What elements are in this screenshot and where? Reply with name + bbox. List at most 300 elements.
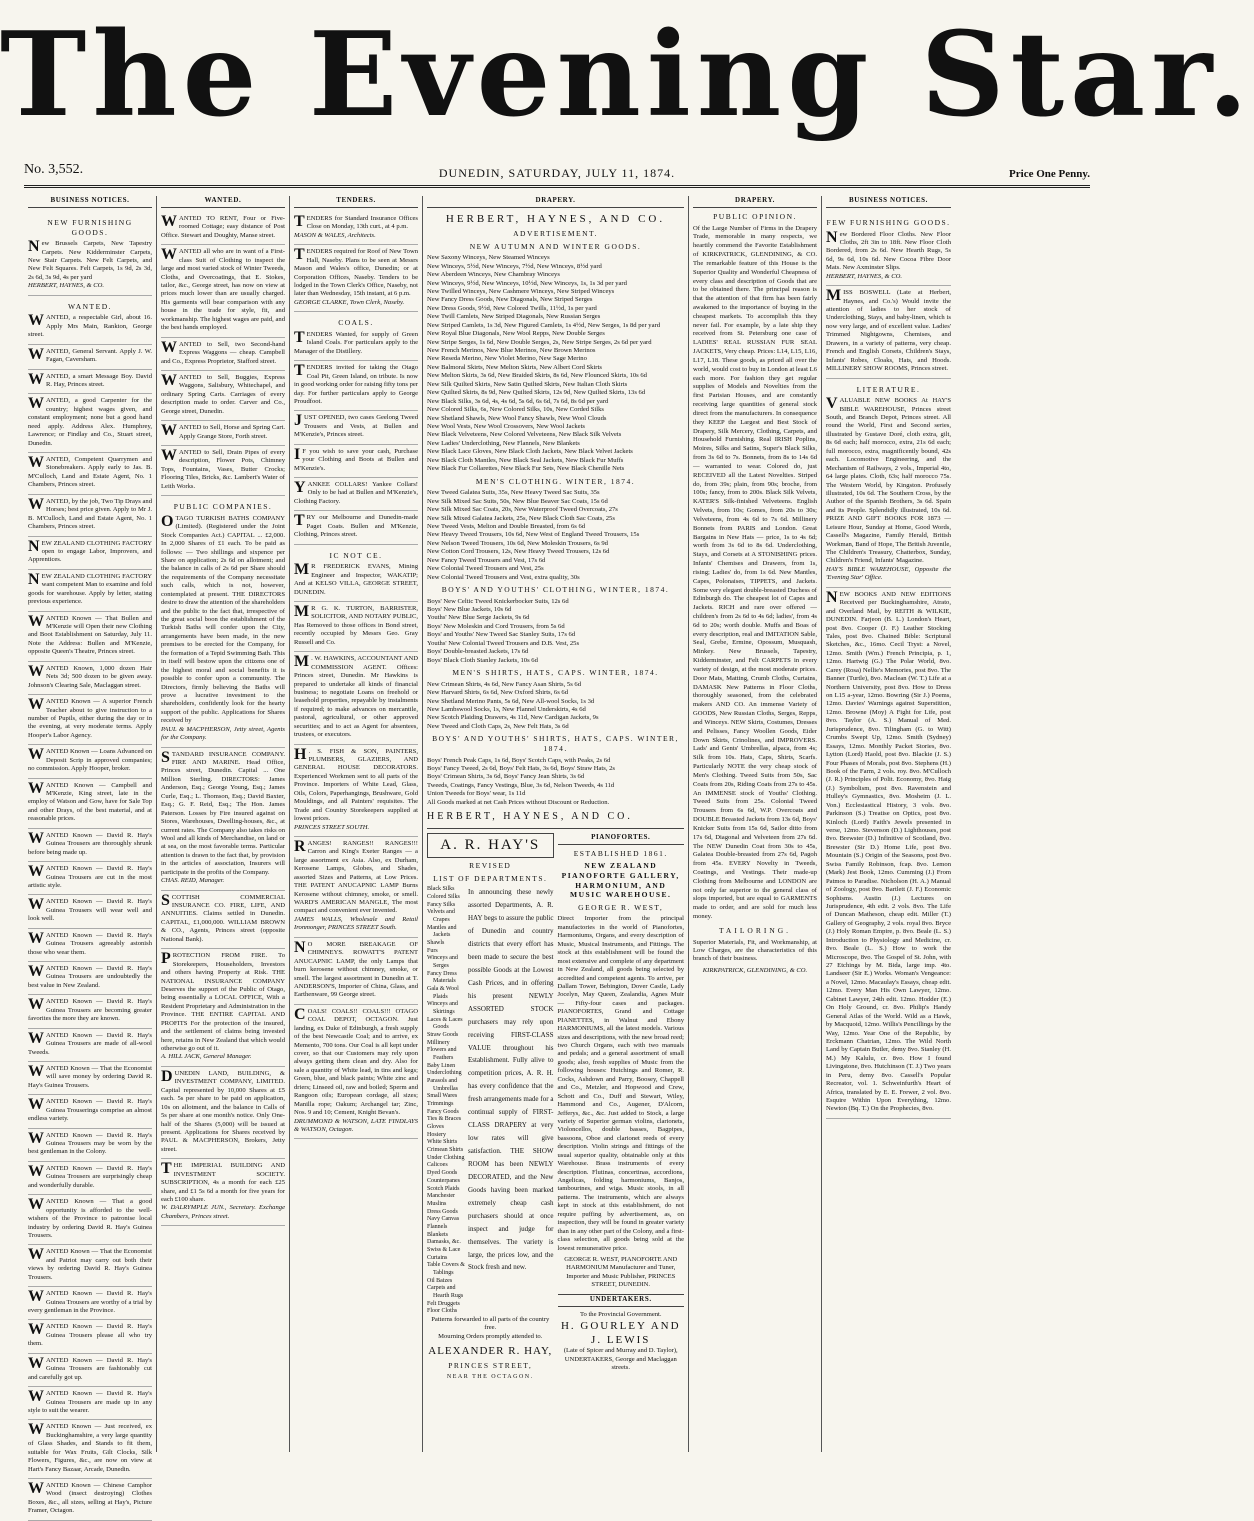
dept-item: Laces & Laces Goods bbox=[427, 1016, 463, 1031]
advertisement bbox=[161, 446, 285, 496]
goods-item: New Black Lace Gloves, New Black Cloth Jackets, New Black Velvet Jackets bbox=[427, 448, 633, 456]
drop-initial: T bbox=[161, 1160, 172, 1178]
ad-title: FEW FURNISHING GOODS. bbox=[826, 217, 951, 227]
goods-item: New Black Silks, 3s 6d, 4s, 4s 6d, 5s 6d, 6s 6d, 7s 6d, 8s 6d per yard bbox=[427, 397, 609, 405]
hats-item: Boys' French Peak Caps, 1s 6d, Boys' Scotch Caps, with Peaks, 2s 6d bbox=[427, 756, 611, 764]
goods-item: New Silk Quilted Skirts, New Satin Quilted Skirts, New Italian Cloth Skirts bbox=[427, 380, 628, 388]
drapery-footer: HERBERT, HAYNES, AND CO. bbox=[427, 811, 684, 829]
drop-initial: W bbox=[28, 1062, 44, 1080]
boys-head: BOYS' AND YOUTHS' CLOTHING, WINTER, 1874. bbox=[441, 585, 670, 594]
shirts-item: New Lambswool Socks, 1s, New Flannel Underskirts, 4s 6d bbox=[427, 706, 586, 713]
ad-signature: DRUMMOND & WATSON, LATE FINDLAYS & WATSON, Octagon. bbox=[294, 1117, 418, 1133]
piano-est: ESTABLISHED 1861. bbox=[573, 848, 668, 858]
advertisement bbox=[161, 338, 285, 371]
drop-initial: W bbox=[28, 829, 44, 847]
goods-item: New French Merinos, New Blue Merinos, New Brown Merinos bbox=[427, 347, 596, 355]
dept-item: Fancy Dress Materials bbox=[427, 970, 457, 985]
advertisement bbox=[161, 949, 285, 1067]
advertisement bbox=[294, 745, 418, 837]
ad-body: PROTECTION FROM FIRE. To Storekeepers, Householders, Investors and others having Property at Risk. THE NATIONAL INSURANCE COMPANY Deserves the support of the Public of Otago, being essentially a LOCAL OFFICE, With a Resident Proprietary and Administration in the Province. THE ENTIRE CAPITAL AND PROFITS For the protection of the insured, and the settlement of claims being invested here, retains in New Zealand that which would otherwise go out of it. bbox=[161, 950, 285, 1053]
drop-initial: T bbox=[294, 328, 305, 346]
dept-item: White Shirts bbox=[427, 1139, 458, 1146]
ad-body: WANTED Known — David R. Hay's Guinea Trousers are surprisingly cheap and wonderfully durable. bbox=[28, 1162, 152, 1189]
ad-title: COALS. bbox=[338, 318, 374, 328]
dept-item: Oil Baizes bbox=[427, 1277, 453, 1284]
boys-item: Boys' New Celtic Tweed Knickerbocker Suits, 12s 6d bbox=[427, 597, 569, 605]
drop-initial: W bbox=[161, 246, 177, 264]
goods-item: New Saxony Winceys, New Steamed Winceys bbox=[427, 254, 550, 262]
dateline bbox=[24, 162, 1090, 188]
mens-item: New Fancy Tweed Trousers and Vest, 17s 6d bbox=[427, 556, 546, 564]
shirts-item: New Tweed and Cloth Caps, 2s, New Felt Hats, 3s 6d bbox=[427, 722, 569, 730]
ad-body: WANTED Known — That a good opportunity is afforded to the well-wishers of the Province to patronise local industry by ordering David R. Hay's Guinea Trousers. bbox=[28, 1196, 152, 1239]
drop-initial: Y bbox=[294, 479, 306, 497]
column-wanted bbox=[157, 196, 290, 1452]
ad-body: WANTED Known — David R. Hay's Guinea Trousers are cut in the most artistic style. bbox=[28, 863, 152, 889]
ad-signature: HERBERT, HAYNES, & CO. bbox=[28, 282, 105, 290]
goods-item: New Dress Goods, 9½d, New Colored Twills, 11½d, 1s per yard bbox=[427, 304, 597, 312]
under-to: To the Provincial Government. bbox=[579, 1310, 662, 1318]
drop-initial: W bbox=[28, 345, 44, 363]
goods-list bbox=[427, 254, 684, 473]
ad-signature: HAY'S BIBLE WAREHOUSE, Opposite the 'Evening Star' Office. bbox=[826, 565, 951, 582]
ad-body: WANTED to Sell, Buggies, Express Waggons, Salisbury, Whitechapel, and ordinary Spring Carts. Carriages of every description made to order. Carver and Co., George street, Dunedin. bbox=[161, 371, 285, 415]
drop-initial: W bbox=[28, 495, 44, 513]
dept-item: Parasols and Umbrellas bbox=[427, 1078, 458, 1092]
drop-initial: W bbox=[161, 447, 177, 465]
column-drapery bbox=[423, 196, 689, 1452]
goods-item: New Royal Blue Diagonals, New Wool Repps, New Double Serges bbox=[427, 330, 605, 338]
ads-list bbox=[161, 212, 285, 1226]
ads-list bbox=[294, 212, 418, 1139]
advertisement bbox=[294, 837, 418, 938]
dept-item: Ties & Braces bbox=[427, 1116, 462, 1123]
dept-item: Felt Druggets bbox=[427, 1300, 460, 1307]
drop-initial: W bbox=[28, 1321, 44, 1339]
dept-item: Underclothing bbox=[427, 1070, 462, 1077]
boys-item: Boys' New Moleskin and Cord Trousers, from 5s 6d bbox=[427, 622, 565, 630]
ad-body: WANTED, a good Carpenter for the country; highest wages given, and constant employment; none but a good hand need apply. Address Alex. Humphrey, Lawrence; or Findlay and Co., Stuart street, Dunedin. bbox=[28, 395, 152, 447]
ad-body: WANTED TO RENT, Four or Five-roomed Cottage; easy distance of Post Office. Stewart and Doughty, Manse street. bbox=[161, 212, 285, 239]
advertisement bbox=[826, 286, 951, 378]
ad-body: M . W. HAWKINS, ACCOUNTANT AND COMMISSION AGENT. Offices: Princes street, Dunedin. Mr Hawkins is prepared to undertake all kinds of financial business; to negotiate Loans on freehold or leasehold properties, repayable by instalments if required; to make advances on mercantile, pastoral, agricultural, or other approved securities; and to act as Agent for absentees, trustees, or executors. bbox=[294, 653, 418, 739]
ad-body: WANTED Known, 1,000 dozen Hair Nets 3d; 500 dozen to be given away. Johnson's Clearing Sale, Maclaggan street. bbox=[28, 662, 152, 689]
hats-head: BOYS' AND YOUTHS' SHIRTS, HATS, CAPS. WINTER, 1874. bbox=[432, 734, 679, 753]
hats-item: Tweeds, Coatings, Fancy Vestings, Blue, 3s 6d, Nelson Tweeds, 4s 11d bbox=[427, 781, 615, 789]
advertisement bbox=[294, 938, 418, 1005]
ads-list bbox=[826, 212, 951, 1119]
drop-initial: W bbox=[28, 1354, 44, 1372]
goods-item: New Fancy Dress Goods, New Diagonals, New Striped Serges bbox=[427, 296, 593, 304]
column-drapery-opinion bbox=[689, 196, 822, 1452]
shirts-head: MEN'S SHIRTS, HATS, CAPS. WINTER, 1874. bbox=[452, 668, 659, 678]
advertisement bbox=[28, 1095, 152, 1128]
shirts-item: New Scotch Plaiding Drawers, 4s 11d, New Cardigan Jackets, 9s bbox=[427, 714, 599, 722]
boys-item: Boys' and Youths' New Tweed Sac Stanley Suits, 17s 6d bbox=[427, 631, 576, 639]
advertisement bbox=[28, 779, 152, 829]
goods-item: New Winceys, 9½d, New Winceys, 10½d, New Winceys, 1s, 1s 3d per yard bbox=[427, 279, 627, 287]
advertisement bbox=[28, 995, 152, 1028]
ad-body: WANTED, by the job, Two Tip Drays and Horses; best price given. Apply to Mr J. B. M'Culloch, Land and Estate Agent, No. 1 Chambers, Princes street. bbox=[28, 495, 152, 531]
drop-initial: D bbox=[161, 1067, 173, 1085]
boys-list bbox=[427, 598, 684, 666]
drop-initial: W bbox=[28, 1421, 44, 1439]
advertisement bbox=[294, 602, 418, 652]
ad-signature: JAMES WALLS, Wholesale and Retail Ironmonger, PRINCES STREET South. bbox=[294, 915, 418, 932]
advertisement bbox=[161, 748, 285, 891]
ad-body: WANTED Known — David R. Hay's Guinea Trousers are undoubtedly the best value in New Zealand. bbox=[28, 963, 152, 989]
boys-item: Youths' New Colonial Tweed Trousers and D.B. Vest, 25s bbox=[427, 639, 580, 647]
ad-body: WANTED to Sell, Drain Pipes of every description, Flower Pots, Chimney Tops, Fountains, Vases, Butter Crocks; Flooring Tiles, Bricks, &c. Lambert's Water of Leith Works. bbox=[161, 447, 285, 490]
ad-body: WANTED Known — David R. Hay's Guinea Trousers agreeably astonish those who wear them. bbox=[28, 929, 152, 956]
boys-item: Youths' New Blue Serge Jackets, 9s 6d bbox=[427, 614, 530, 622]
ad-signature: W. DALRYMPLE JUN., Secretary. Exchange Chambers, Princes street. bbox=[161, 1204, 285, 1220]
mens-item: New Silk Mixed Sac Suits, 50s, New Blue Beaver Sac Coats, 15s 6d bbox=[427, 497, 608, 505]
drop-initial: T bbox=[294, 246, 305, 264]
goods-item: New Striped Camlets, 1s 3d, New Figured Camlets, 1s 4½d, New Serges, 1s 8d per yard bbox=[427, 321, 661, 329]
drop-initial: W bbox=[28, 370, 44, 388]
advertisement bbox=[161, 371, 285, 421]
goods-item: New Stripe Serges, 1s 6d, New Double Serges, 2s, New Stripe Serges, 2s 6d per yard bbox=[427, 338, 652, 346]
dept-item: Shawls bbox=[427, 940, 445, 946]
mens-item: New Colonial Tweed Trousers and Vest, extra quality, 30s bbox=[427, 573, 580, 581]
drop-initial: C bbox=[294, 1005, 306, 1023]
goods-item: New Ladies' Underclothing, New Flannels, New Blankets bbox=[427, 439, 580, 447]
hay-addr2: NEAR THE OCTAGON. bbox=[446, 1373, 534, 1380]
ad-body: DUNEDIN LAND, BUILDING, & INVESTMENT COMPANY, LIMITED. Capital represented by 10,000 Shares at £5 each. 5s per share to be paid on application, 10s on allotment, and the balance in Calls of 5s per share at one month's notice. Only One-half of the Shares (5,000) will be issued at present. Applications for Shares received by PAUL & MACPHERSON, Brokers, Jetty street. bbox=[161, 1067, 285, 1153]
drop-initial: N bbox=[826, 228, 838, 246]
opinion-text: Of the Large Number of Firms in the Drapery Trade, memorable in many respects, we heartily commend the Favorite Establishment of KIRKPATRICK, GLENDINING, & CO. The remarkable feature of this House is the Superior Quality and Wonderful Cheapness of every class and description of Goods that are to be obtained there. The principal reason is that the attention of that firm has been fairly awakened to the importance of buying in the cheapest markets. To accomplish this they never fail. For example, by a late ship they received from St. Petersburg one case of LADIES' REAL RUSSIAN FUR SEAL JACKETS, Very cheap. Prices: L14, L15, L16, L17, L18. These goods, as priced all over the world, would cost to buy in London at least L6 each more. For fashion they get regular supplies of Models and Novelties from the first Parisian Houses, and are constantly receiving large quantities of general stock direct from the manufacturers. In consequence they KEEP the Largest and Best Stock of Drapery, Silk Mercery, Clothing, Carpets, and Household Furnishing. Real IRISH Poplins, Moires, Silks and Satins, Super's Black Silks, from 3s 6d to 7s. Bonnets, from 8s to 14s 6d — warranted to wear. Colored do, just RECEIVED all the Latest Novelties. Striped do, from 39s; plain, from 90s; broche, from 100s; fancy, from to 200s. Black Silk Velvets, KATER'S Silk-finished Velveteens. English Velvets, from 10s; Gomes, from 20s to 30s; Velveteens, from 4s 6d to 7s 6d. Millinery Bonnets from PARIS and London. Great Bargains in New Hats — price, 1s to 4s 6d; worth from 3s 6d to 8s 6d. Underclothing, Stays, and Corsets at A STONISHING prices. Infants' Chemises and Drawers, from 1s, rising; Ladies' do, from 1s 6d. New Mantles, Capes, Polonaises, TIPPETS, and Jackets. Some very elegant double-breasted Duchess of Edinburgh do. The cheapest lot of Capes and Jackets. RICH and rare over offered — children's from 2s 6d to 4s 6d; ladies', from 4s 6d to 20s; worth double. Muffs and Boas of every description, real and IMITATION Sable, Seal, Grebe, Ermine, Opossum, Musquash, Minkey. New Brussels, Tapestry, Kidderminster, and Felt CARPETS in every variety of design, at the most moderate prices. Door Mats, Matting, Crumb Cloths, Curtains, DAMASK New Patterns in Floor Cloths, thoroughly seasoned, from the celebrated makers AND CO. An immense Variety of GOODS, New Russian Cloths, Serges, Repps, and Winceys. NEW Skirts, Costumes, Dresses and Pelisses, Fancy Woollen Goods, Eider Down Skirts, Crinolines, and IMPROVERS. Lads' and Gents' Umbrellas, alpaca, from 4s; Silk from 10s. Hats, Caps, Shirts, Scarfs. Particularly NOTE the very cheap stock of Men's Clothing. Tweed Suits from 50s, Sac Coats from 20s, Riding Coats from 27s to 45s. An IMMENSE stock of Youths' Clothing. Tweed Suits from 25s. Colonial Tweed Trousers from 6s 6d, W.P. Overcoats and DOUBLE Breasted Jackets from 13s 6d, Boys' Knicker Suits from 15s 6d, Sailor ditto from 17s 6d, Diagonal and Velveteen from 27s 6d. The NEW Dunedin Coat from 30s to 45s, Galatea Double-breasted from 27s 6d, Pagoh from 45s. EVERY Novelty in Tweeds, Coatings, and Vestings. Their made-up Clothing from Melbourne and LONDON are not only far superior to the general class of slops imported, but are equal to GARMENTS made to order, and are sold for much less money. bbox=[693, 224, 817, 921]
hats-list bbox=[427, 757, 684, 808]
ad-body: M R FREDERICK EVANS, Mining Engineer and Inspector, WAKATIP; And at KELSO VILLA, GEORGE STREET, DUNEDIN. bbox=[294, 561, 418, 596]
advertisement bbox=[28, 495, 152, 537]
drop-initial: I bbox=[294, 445, 301, 463]
goods-item: New Shetland Shawls, New Wool Fancy Shawls, New Wool Clouds bbox=[427, 414, 607, 422]
issue-price: Price One Penny. bbox=[1009, 168, 1090, 180]
dept-item: Colored Silks bbox=[427, 893, 460, 900]
ad-body: WANTED Known — David R. Hay's Guinea Trousers are worthy of a trial by every gentleman in the Province. bbox=[28, 1288, 152, 1315]
dept-item: Blankets bbox=[427, 1231, 448, 1238]
dept-item: Baby Linen bbox=[427, 1062, 456, 1069]
mens-list bbox=[427, 489, 684, 582]
dept-item: Scotch Plaids bbox=[427, 1185, 460, 1192]
ad-title: NEW FURNISHING GOODS. bbox=[47, 217, 133, 237]
drop-initial: W bbox=[28, 963, 44, 981]
drop-initial: W bbox=[28, 1162, 44, 1180]
dept-item: Under Clothing bbox=[427, 1154, 465, 1161]
dept-item: Counterpanes bbox=[427, 1177, 460, 1184]
drop-initial: R bbox=[294, 837, 306, 855]
advertisement bbox=[294, 445, 418, 478]
ad-body: WANTED Known — David R. Hay's Guinea Trousers may be worn by the best gentleman in the Colony. bbox=[28, 1129, 152, 1156]
drop-initial: H bbox=[294, 745, 307, 763]
advertisement bbox=[826, 379, 951, 588]
ad-body: WANTED Known — That the Economist and Patriot may carry out both their views by ordering David R. Hay's Guinea Trousers. bbox=[28, 1246, 152, 1281]
dept-item: Velvets and Crapes bbox=[427, 909, 455, 923]
drop-initial: N bbox=[28, 537, 40, 555]
dept-item: Fancy Silks bbox=[427, 901, 456, 908]
ad-body: RANGES! RANGES!! RANGES!!! Carron and King's Exeter Ranges — a large assortment ex Asia. Also, ex Durham, Kerosene Lamps, Globes, and Shades, assorted Sizes and Patterns, at Low Prices. THE PATENT ANUCAPNIC LAMP Burns Kerosene without chimney, smoke, or smell. WARD'S AMERICAN MANGLE, The most compact and convenient ever invented. bbox=[294, 837, 418, 915]
mens-item: New Colonial Tweed Trousers and Vest, 25s bbox=[427, 565, 544, 573]
hay-text: In announcing these newly assorted Departments, A. R. HAY begs to assure the public of Dunedin and country districts that every effort has been made to secure the best possible Goods at the Lowest Cash Prices, and in offering his present NEWLY ASSORTED STOCK purchasers may rely upon receiving FIRST-CLASS VALUE throughout his Establishment. Fully alive to competition prices, A. R. H. has every confidence that the fresh arrangements made for a continual supply of FIRST-CLASS DRAPERY at very low rates will give satisfaction. THE SHOW ROOM has been NEWLY DECORATED, and the New Goods having been marked extremely cheap cash purchasers should at once inspect and judge for themselves. The variety is large, the prices low, and the Stock fresh and new. bbox=[468, 888, 554, 1272]
drop-initial: S bbox=[161, 748, 170, 766]
ad-body: WANTED to Sell, Horse and Spring Cart. Apply Grange Store, Forth street. bbox=[161, 422, 285, 440]
drop-initial: W bbox=[28, 1246, 44, 1264]
ad-body: New Bordered Floor Cloths. New Floor Cloths, 2ft 3in to 18ft. New Floor Cloth Bordered, from 2s 6d. New Hearth Rugs, 5s 6d, 9s 6d, 10s 6d. New Cocoa Fibre Door Mats. New Axminster Slips. bbox=[826, 228, 951, 272]
issue-date: DUNEDIN, SATURDAY, JULY 11, 1874. bbox=[438, 166, 676, 180]
advertisement bbox=[28, 1287, 152, 1320]
column-business-notices bbox=[24, 196, 157, 1515]
advertisement bbox=[28, 962, 152, 995]
ad-body: WANTED Known — David R. Hay's Guinea Trouserings comprise an almost endless variety. bbox=[28, 1096, 152, 1123]
mens-item: New Heavy Tweed Trousers, 10s 6d, New West of England Tweed Trousers, 15s bbox=[427, 531, 640, 539]
ad-body: TENDERS Wanted, for supply of Green Island Coals. For particulars apply to the Manager of the Distillery. bbox=[294, 328, 418, 355]
hay-sub2: LIST OF DEPARTMENTS. bbox=[433, 873, 548, 883]
piano-head: PIANOFORTES. bbox=[558, 833, 685, 845]
ad-body: WANTED Known — David R. Hay's Guinea Trousers are fashionably cut and carefully got up. bbox=[28, 1354, 152, 1381]
ad-body: WANTED Known — David R. Hay's Guinea Trousers are made up in any style to suit the wearer. bbox=[28, 1388, 152, 1414]
ad-title: PUBLIC COMPANIES. bbox=[173, 502, 273, 512]
drop-initial: W bbox=[28, 662, 44, 680]
advertisement bbox=[28, 1354, 152, 1387]
ad-body: NEW ZEALAND CLOTHING FACTORY open to engage Labor, Improvers, and Apprentices. bbox=[28, 537, 152, 564]
drapery-season: NEW AUTUMN AND WINTER GOODS. bbox=[469, 241, 642, 251]
ad-body: N O MORE BREAKAGE OF CHIMNEYS. ROWATT'S PATENT ANUCAPNIC LAMP, the only Lamps that burn kerosene without chimney, smoke, or smell. The largest assortment in Dunedin at T. ANDERSON'S, Importer of China, Glass, and Earthenware, 99 George street. bbox=[294, 938, 418, 999]
advertisement bbox=[28, 1245, 152, 1287]
advertisement bbox=[28, 862, 152, 895]
advertisement bbox=[28, 662, 152, 695]
advertisement bbox=[294, 652, 418, 744]
advertisement bbox=[826, 212, 951, 286]
goods-item: New Black Cloth Mantles, New Black Seal Jackets, New Black Fur Muffs bbox=[427, 456, 624, 464]
advertisement bbox=[28, 296, 152, 345]
opinion-title: PUBLIC OPINION. bbox=[713, 211, 797, 221]
shirts-item: New Harvard Shirts, 6s 6d, New Oxford Shirts, 6s 6d bbox=[427, 689, 569, 697]
column-head: DRAPERY. bbox=[693, 196, 817, 208]
dept-item: Straw Goods bbox=[427, 1032, 459, 1039]
mens-item: New Tweed Vests, Melton and Double Breasted, from 6s 6d bbox=[427, 522, 586, 530]
drop-initial: W bbox=[28, 1096, 44, 1114]
ad-body: MISS BOSWELL (Late at Herbert, Haynes, and Co.'s) Would invite the attention of ladies to her stock of Underclothing, Stays, and baby-linen, which is now very large, and of excellent value. Ladies' Trimmed Nightgowns, Chemises, and Drawers, in a variety of patterns, very cheap. French and English Corsets, Children's Stays, Infants' Robes, Cloaks, Hats, and Hoods. MILLINERY SHOW ROOMS, Princes street. bbox=[826, 287, 951, 373]
dept-item: Navy Canvas bbox=[427, 1216, 460, 1223]
dept-item: Floor Cloths bbox=[427, 1308, 458, 1315]
drop-initial: S bbox=[161, 891, 170, 909]
advertisement bbox=[161, 1159, 285, 1226]
columns bbox=[24, 196, 1090, 1515]
advertisement bbox=[28, 612, 152, 662]
ad-signature: GEORGE CLARKE, Town Clerk, Naseby. bbox=[294, 298, 405, 306]
drop-initial: W bbox=[28, 779, 44, 797]
boys-item: Boys' Double-breasted Jackets, 17s 6d bbox=[427, 648, 529, 656]
ad-body: JUST OPENED, two cases Geelong Tweed Trousers and Vests, at Bullen and M'Kenzie's, Princes street. bbox=[294, 412, 418, 439]
drop-initial: W bbox=[28, 696, 44, 714]
dept-item: Furs bbox=[427, 947, 438, 954]
hats-item: All Goods marked at net Cash Prices without Discount or Reduction. bbox=[427, 798, 610, 806]
drop-initial: W bbox=[28, 863, 44, 881]
dept-item: Manchester bbox=[427, 1193, 455, 1200]
advertisement bbox=[28, 537, 152, 570]
dept-item: Swiss & Lace bbox=[427, 1246, 461, 1253]
mens-item: New Cotton Cord Trousers, 12s, New Heavy Tweed Trousers, 12s 6d bbox=[427, 548, 610, 556]
goods-item: New Quilted Skirts, 8s 9d, New Quilted Skirts, 12s 9d, New Quilted Skirts, 13s 6d bbox=[427, 389, 646, 397]
ad-signature: CHAS. REID, Manager. bbox=[161, 877, 225, 885]
advertisement bbox=[294, 212, 418, 245]
boys-item: Boys' New Blue Jackets, 10s 6d bbox=[427, 606, 512, 614]
advertisement bbox=[161, 496, 285, 747]
dept-item: Dyed Goods bbox=[427, 1170, 458, 1177]
opinion-sig: KIRKPATRICK, GLENDINING, & CO. bbox=[702, 966, 808, 974]
advertisement bbox=[294, 361, 418, 411]
ad-signature: MASON & WALES, Architects. bbox=[294, 231, 376, 239]
hay-advert bbox=[427, 833, 554, 1385]
column-head: BUSINESS NOTICES. bbox=[826, 196, 951, 208]
drop-initial: N bbox=[294, 938, 306, 956]
under-name: H. GOURLEY AND J. LEWIS bbox=[560, 1320, 681, 1347]
advertisement bbox=[294, 1005, 418, 1140]
ad-body: WANTED Known — David R. Hay's Guinea Trousers are becoming greater favorites the more they are known. bbox=[28, 996, 152, 1023]
dept-item: Gala & Wool Plaids bbox=[427, 986, 459, 1000]
ad-signature: PAUL & MACPHERSON, Jetty street, Agents for the Company. bbox=[161, 725, 285, 742]
drop-initial: O bbox=[161, 512, 174, 530]
ad-body: WANTED Known — David R. Hay's Guinea Trousers are thoroughly shrunk before being made up. bbox=[28, 829, 152, 856]
dept-item: Millinery bbox=[427, 1039, 450, 1046]
advertisement bbox=[294, 245, 418, 312]
drop-initial: J bbox=[294, 412, 302, 430]
ad-body: TENDERS for Standard Insurance Offices Close on Monday, 13th curt., at 4 p.m. bbox=[294, 212, 418, 231]
issue-number: No. 3,552. bbox=[24, 162, 84, 177]
ad-body: WANTED Known — David R. Hay's Guinea Trousers will wear well and look well. bbox=[28, 896, 152, 923]
ad-body: WANTED Known — Just received, ex Buckinghamshire, a very large quantity of Glass Shades, and Stands to fit them, suitable for Wax Fruits, Gilt Clocks, Silk Flowers, Figures, &c., are now on view at Hart's Fancy Bazaar, Arcade, Dunedin. bbox=[28, 1421, 152, 1473]
drop-initial: W bbox=[28, 1480, 44, 1498]
dept-item: Curtains bbox=[427, 1254, 448, 1261]
drop-initial: W bbox=[28, 996, 44, 1014]
dept-item: Muslins bbox=[427, 1200, 447, 1207]
goods-item: New Twill Camlets, New Striped Diagonals, New Russian Serges bbox=[427, 313, 601, 321]
drop-initial: V bbox=[826, 395, 838, 413]
dept-item: Table Covers & Tablings bbox=[427, 1262, 465, 1276]
ad-body: New Brussels Carpets, New Tapestry Carpets. New Kidderminster Carpets, New Stair Carpets. New Felt Carpets, and New Felt Squares. Felt Carpets, 1s 9d, 2s 3d, 2s 6d, 3s 9d, 4s per yard bbox=[28, 238, 152, 281]
mens-item: New Nelson Tweed Trousers, 10s 6d, New Moleskin Trousers, 6s 9d bbox=[427, 539, 608, 547]
hay-addr: PRINCES STREET, bbox=[448, 1361, 533, 1371]
ad-body: M R G. K. TURTON, BARRISTER, SOLICITOR, AND NOTARY PUBLIC, Has Removed to those offices in Bond street, recently occupied by Messrs Geo. Gray Russell and Co. bbox=[294, 603, 418, 646]
advertisement bbox=[28, 745, 152, 778]
dept-item: Black Silks bbox=[427, 886, 455, 893]
tailoring-text: Superior Materials, Fit, and Workmanship, at Low Charges, are the characteristics of this branch of their business. bbox=[693, 938, 817, 963]
ad-signature: HERBERT, HAYNES, & CO. bbox=[826, 272, 903, 280]
ad-body: WANTED all who are in want of a First-class Suit of Clothing to inspect the large and most varied stock of Winter Tweeds, Cloths, and Overcoatings, that E. Stokes, tailor, &c., George street, has now on view at prices much lower than are usually charged. His garments will bear comparison with any house in the trade for style, fit, and workmanship. The highest wages are paid, and the best hands employed. bbox=[161, 246, 285, 332]
piano-advert bbox=[558, 833, 685, 1385]
column-head: BUSINESS NOTICES. bbox=[28, 196, 152, 208]
drop-initial: T bbox=[294, 362, 305, 380]
drop-initial: N bbox=[28, 238, 40, 256]
drop-initial: W bbox=[28, 1129, 44, 1147]
shirts-list bbox=[427, 681, 684, 732]
ad-body: THE IMPERIAL BUILDING AND INVESTMENT SOCIETY. SUBSCRIPTION, 4s a month for each £25 share, and £1 5s 6d a month for five years for each £100 share. bbox=[161, 1160, 285, 1204]
dept-item: Mantles and Jackets bbox=[427, 924, 457, 939]
advertisement bbox=[28, 1029, 152, 1062]
drop-initial: W bbox=[28, 395, 44, 413]
drop-initial: W bbox=[161, 371, 177, 389]
drop-initial: W bbox=[28, 1388, 44, 1406]
drop-initial: P bbox=[161, 950, 171, 968]
drop-initial: T bbox=[294, 512, 305, 530]
advertisement bbox=[161, 891, 285, 950]
dept-item: Flannels bbox=[427, 1223, 448, 1230]
advertisement bbox=[28, 1062, 152, 1095]
ad-body: TENDERS invited for taking the Otago Coal Pit, Green Island, on tribute. Is now in good working order for raising fifty tons per day. For further particulars apply to George Proudfoot. bbox=[294, 362, 418, 405]
ad-body: WANTED, a smart Message Boy. David R. Hay, Princes street. bbox=[28, 370, 152, 388]
dept-item: Flowers and Feathers bbox=[427, 1047, 457, 1062]
hay-sig: ALEXANDER R. HAY, bbox=[428, 1345, 553, 1358]
drop-initial: W bbox=[161, 338, 177, 356]
goods-item: New Black Fur Collarettes, New Black Fur Sets, New Black Chenille Nets bbox=[427, 465, 625, 473]
advertisement bbox=[161, 245, 285, 337]
ad-title: IC NOT CE. bbox=[329, 550, 383, 560]
ad-body: WANTED to Sell, two Second-hand Express Waggons — cheap. Campbell and Co., Express Proprietor, Stafford street. bbox=[161, 338, 285, 365]
ad-body: WANTED Known — David R. Hay's Guinea Trousers please all who try them. bbox=[28, 1321, 152, 1348]
column-head: DRAPERY. bbox=[427, 196, 684, 208]
advertisement bbox=[28, 1195, 152, 1245]
ad-body: WANTED Known — That Bullen and M'Kenzie will Open their new Clothing and Boot Establishment on Saturday, July 11. Note the Address: Bullen and M'Kenzie, opposite Queen's Theatre, Princes street. bbox=[28, 612, 152, 656]
ad-body: WANTED, a respectable Girl, about 16. Apply Mrs Main, Rankton, George street. bbox=[28, 312, 152, 339]
advertisement bbox=[161, 421, 285, 446]
ad-body: SCOTTISH COMMERCIAL INSURANCE CO. FIRE, LIFE, AND ANNUITIES. Claims settled in Dunedin. CAPITAL, £1,000,000. WILLIAM BROWN & CO., Agents, Princes street (opposite National Bank). bbox=[161, 891, 285, 943]
drop-initial: W bbox=[161, 212, 177, 230]
piano-owner: GEORGE R. WEST, bbox=[578, 902, 664, 912]
ad-body: H . S. FISH & SON, PAINTERS, PLUMBERS, GLAZIERS, AND GENERAL HOUSE DECORATORS. Experienced Workmen sent to all parts of the Province. Importers of White Lead, Glass, Oils, Colors, Paperhangings, Brushware, Gold Mouldings, and all Painters' requisites. The Trade and Country Storekeepers supplied at lowest prices. bbox=[294, 745, 418, 823]
shirts-item: New Shetland Merino Pants, 5s 6d, New All-wool Socks, 1s 3d bbox=[427, 697, 595, 705]
advertisement bbox=[28, 1479, 152, 1521]
under-head: UNDERTAKERS. bbox=[558, 1294, 685, 1307]
drop-initial: W bbox=[28, 454, 44, 472]
ads-list bbox=[28, 212, 152, 1521]
advertisement bbox=[161, 212, 285, 245]
piano-text: Direct Importer from the principal manufactories in the world of Pianofortes, Harmoniums, Organs, and every description of Music, Musical Instruments, and Fittings. The stock at this establishment will be found the most extensive and complete of any department in New Zealand, all goods being selected by accredited and competent agents. To arrive, per Dallam Tower, Bebington, Dover Castle, Lady Jocelyn, May Queen, Zealandia, Agnes Muir — Fifty-four cases and packages. PIANOFORTES, Grand and Cottage PIANETTES, in Walnut and Ebony HARMONIUMS, all the latest models. Various sizes and descriptions, with the new broad reed; two Church Organs, each with two manuals and pedals; and a general assortment of small goods; also, fresh supplies of Music from the following houses: Hutchings and Romer, R. Cocks, Ashdown and Parry, Boosey, Chappell and Co., Metzler, and Hopwood and Crew, Schott and Co., Duff and Stewart, Wiley, Hammond and Co., Augener, D'Alcorn, Jefferys, &c., &c. Just added to Stock, a large variety of Superior german violins, clarionets, Violoncellos, double basses, Bagpipes, bassoons, Oboe and clarionet reeds of every description. Violin strings and fittings of the usual superior quality, obtainable only at this Warehouse. Brass instruments of every description. Flutinas, concertinas, accordions, Angelicas, folding harmoniums, Banjos, tambourines, and wiga. Music stools, in all patterns. The instruments, which are always kept in stock at this establishment, do not require puffing by advertisement, as, on inspection, they will be found in greater variety than in any other part of the Colony, and a first-class selection, all goods being sold at the lowest remunerative price. bbox=[557, 915, 684, 1252]
advertisement bbox=[28, 1387, 152, 1420]
advertisement bbox=[826, 588, 951, 1119]
shirts-item: New Crimean Shirts, 4s 6d, New Fancy Asan Shirts, 5s 6d bbox=[427, 680, 582, 688]
drop-initial: W bbox=[28, 1196, 44, 1214]
hats-item: Boys' Fancy Tweed, 2s 6d, Boys' Felt Hats, 3s 6d, Boys' Straw Hats, 2s bbox=[427, 764, 615, 772]
ad-body: WANTED Known — David R. Hay's Guinea Trousers are made of all-wool Tweeds. bbox=[28, 1029, 152, 1056]
goods-item: New Balmoral Skirts, New Melton Skirts, New Albert Cord Skirts bbox=[427, 363, 602, 371]
drop-initial: W bbox=[28, 896, 44, 914]
ad-title: WANTED. bbox=[67, 301, 113, 311]
ad-body: WANTED Known — A superior French Teacher about to give instruction to a number of Pupils, either during the day or in the evening, at very moderate terms. Apply Hooper's Labor Agency. bbox=[28, 696, 152, 739]
ad-body: VALUABLE NEW BOOKS At HAY'S BIBLE WAREHOUSE, Princes street South, and Branch Depot, Princes street. All round the World, First and Second series, illustrated by Gustave Doré, cloth extra, gilt, 8s 6d each; half morocco, extra, 21s 6d each; full morocco, extra, magnificently bound, 42s each. Locomotive Engineering, and the Mechanism of Railways, 2 vols., Imperial 4to, 64 large plates. Cloth, 63s; half morocco 75s. The Western World, by Kingston. Profusely illustrated, 10s 6d. The Southern Cross, by the Author of the Spanish Brothers, 3s 6d. Spain and its People. Splendidly illustrated, 10s 6d. PRIZE AND GIFT BOOKS FOR 1873 — Leisure Hour, Sunday at Home, Good Words, Cassell's Magazine, Family Herald, British Workman, Band of Hope, The British Juvenile, The Children's Treasury, Chatterbox, Sunday, Children's Friend, Infants' Magazine. bbox=[826, 395, 951, 565]
mens-item: New Silk Mixed Sac Coats, 20s, New Waterproof Tweed Overcoats, 27s bbox=[427, 506, 618, 514]
ad-body: COALS! COALS!! COALS!!! OTAGO COAL DEPOT, OCTAGON. Just landing, ex Duke of Edinburgh, a fresh supply of the best Newcastle Coal; and to arrive, ex Memento, 700 tons. Our Coal is all kept under cover, so that our Customers may rely upon always getting them clean and dry. Also for sale a quantity of White lead, in tins and kegs; Green, blue, and black paints; White zinc and driers; Linseed oil, raw and boiled; Sperm and Rangoon oils; European cordage, all sizes; Manilla rope; Oakum; Archangel tar; Zinc, Nos. 9 and 10; Cement, Knight Bevan's. bbox=[294, 1005, 418, 1117]
ad-body: WANTED Known — Campbell and M'Kenzie, King street, late in the employ of Watson and Gow, have for Sale Top and other Drays, of the best material, and at reasonable prices. bbox=[28, 779, 152, 823]
ad-body: YANKEE COLLARS! Yankee Collars! Only to be had at Bullen and M'Kenzie's, Clothing Factory. bbox=[294, 479, 418, 505]
ad-body: WANTED, General Servant. Apply J. W. Fagan, Caversham. bbox=[28, 345, 152, 364]
piano-sig: GEORGE R. WEST, PIANOFORTE AND HARMONIUM Manufacturer and Tuner, Importer and Music Publisher, PRINCES STREET, DUNEDIN. bbox=[564, 1255, 678, 1289]
goods-item: New Twilled Winceys, New Cashmere Winceys, New Striped Winceys bbox=[427, 287, 615, 295]
ad-body: TRY our Melbourne and Dunedin-made Paget Coats. Bullen and M'Kenzie, Clothing, Princes street. bbox=[294, 512, 418, 539]
dept-item: Trimmings bbox=[427, 1101, 454, 1108]
advertisement bbox=[294, 312, 418, 361]
advertisement bbox=[294, 545, 418, 602]
ad-body: WANTED, Competent Quarrymen and Stonebreakers. Apply early to Jas. B. M'Culloch, Land and Estate Agent, No. 1 Chambers, Princes street. bbox=[28, 454, 152, 489]
ad-body: I F you wish to save your cash, Purchase your Clothing and Boots at Bullen and M'Kenzie's. bbox=[294, 445, 418, 472]
advertisement bbox=[28, 829, 152, 862]
mens-item: New Silk Mixed Galatea Jackets, 25s, New Black Cloth Sac Coats, 25s bbox=[427, 514, 615, 522]
dept-item: Gloves bbox=[427, 1124, 444, 1131]
goods-item: New Colored Silks, 6s, New Colored Silks, 10s, New Corded Silks bbox=[427, 406, 604, 414]
ad-body: TENDERS required for Roof of New Town Hall, Naseby. Plans to be seen at Messrs Mason and Wales's office, Dunedin; or at Corporation Offices, Naseby. Tenders to be lodged in the Town Clerk's Office, Naseby, not later than Wednesday, 15th instant, at 6 p.m. bbox=[294, 246, 418, 298]
dept-item: Dress Goods bbox=[427, 1208, 458, 1215]
column-head: TENDERS. bbox=[294, 196, 418, 208]
